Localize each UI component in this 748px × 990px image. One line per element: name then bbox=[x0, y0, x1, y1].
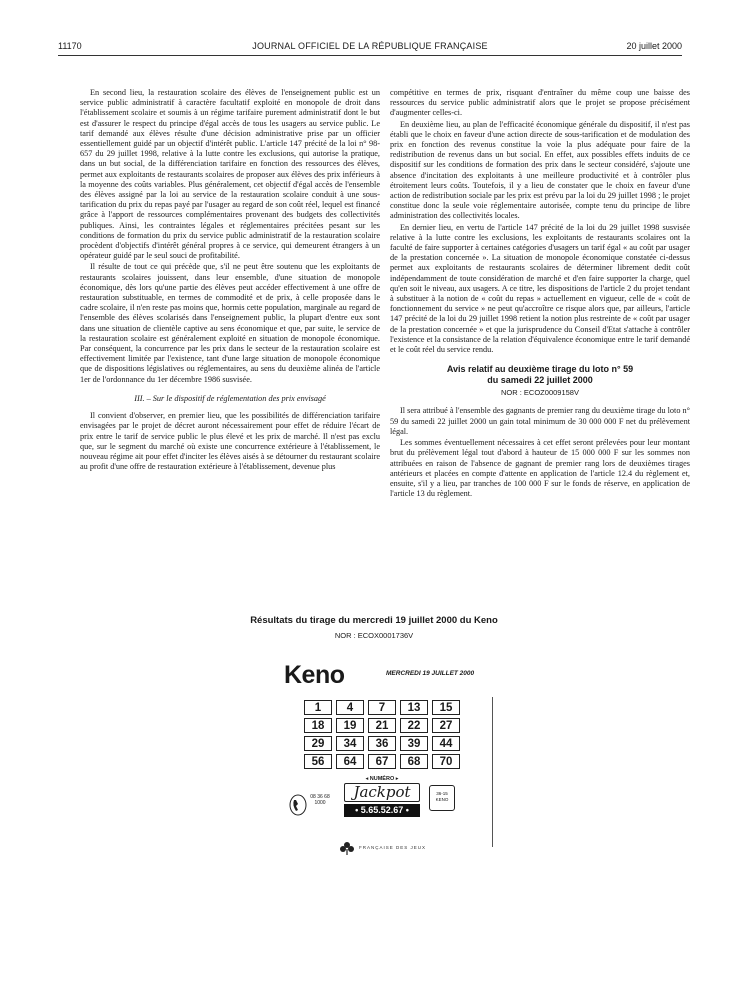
keno-draw-date: MERCREDI 19 JUILLET 2000 bbox=[386, 670, 475, 677]
jackpot-block bbox=[344, 776, 420, 820]
keno-number: 56 bbox=[304, 754, 332, 769]
phone-number: 08 36 68 1000 bbox=[310, 794, 330, 806]
minitel-box: 36-15 KENO bbox=[429, 785, 455, 811]
avis-nor: NOR : ECOZ0009158V bbox=[501, 388, 579, 398]
keno-number-grid bbox=[304, 700, 460, 769]
page-number: 11170 bbox=[58, 41, 82, 51]
keno-number: 15 bbox=[432, 700, 460, 715]
keno-number: 4 bbox=[336, 700, 364, 715]
keno-number: 68 bbox=[400, 754, 428, 769]
keno-number: 18 bbox=[304, 718, 332, 733]
ticket-divider bbox=[492, 697, 493, 847]
keno-number: 39 bbox=[400, 736, 428, 751]
keno-number: 13 bbox=[400, 700, 428, 715]
phone-icon bbox=[289, 794, 307, 816]
keno-logo: Keno bbox=[284, 661, 345, 689]
avis-title-line1: Avis relatif au deuxième tirage du loto n° 59 bbox=[446, 364, 634, 375]
keno-number: 34 bbox=[336, 736, 364, 751]
results-nor: NOR : ECOX0001736V bbox=[334, 631, 414, 640]
avis-title-line2: du samedi 22 juillet 2000 bbox=[487, 375, 593, 386]
paragraph: Les sommes éventuellement nécessaires à cet effet seront prélevées pour leur montant brut du prélèvement légal tout d'abord à hauteur de 15 000 000 F sur les sommes non attribuées en raison de l'absence de gagnant de premier rang lors de deuxièmes tirages antérieurs et placées en compte d'attente en application de l'article 12.4 du règlement et, ensuite, s'il y a lieu, par tranches de 100 000 F sur le fonds de réserve, en application de l'article 13 du règlement. bbox=[390, 438, 690, 499]
keno-number: 64 bbox=[336, 754, 364, 769]
avis-title bbox=[390, 364, 690, 386]
paragraph: Il résulte de tout ce qui précède que, s'il ne peut être soutenu que les exploitants de restaurants scolaires jouissent, dans leur ensemble, d'une situation de monopole économique, dès lors qu'une partie des élèves peut accéder effectivement à une offre de restauration substituable, en termes de commodité et de prix, à celle proposée dans le cadre scolaire, il n'en reste pas moins que, hormis cette population, marginale au regard de l'ensemble des élèves scolarisés dans l'enseignement public, la plupart d'entre eux sont dans une situation de clientèle captive au sens économique et que, par suite, le service de la restauration scolaire est généralement exploité en situation de monopole économique. Par conséquent, la concurrence par les prix dans le secteur de la restauration scolaire est effectivement limitée par l'existence, tant d'une large situation de monopole économique que de dispositions législatives ou réglementaires, au sens du deuxième alinéa de l'article 1er de l'ordonnance du 1er décembre 1986 susvisée. bbox=[80, 262, 380, 384]
keno-number: 70 bbox=[432, 754, 460, 769]
jackpot-label: ◂ NUMÉRO ▸ bbox=[365, 776, 399, 782]
keno-number: 19 bbox=[336, 718, 364, 733]
keno-number: 36 bbox=[368, 736, 396, 751]
keno-number: 1 bbox=[304, 700, 332, 715]
keno-number: 44 bbox=[432, 736, 460, 751]
keno-number: 67 bbox=[368, 754, 396, 769]
paragraph: Il convient d'observer, en premier lieu, que les possibilités de différenciation tarifaire envisagées par le projet de décret auront nécessairement pour effet de réduire l'écart de prix entre le tarif de service public le plus élevé et les prix de marché. Il n'est pas exclu que, sur le segment du marché où existe une concurrence extérieure à l'établissement, le nouveau régime ait pour effet d'inciter les élèves aisés à se détourner du restaurant scolaire au profit d'une offre de restauration extérieure à l'établissement, devenue plus bbox=[80, 411, 380, 472]
clover-icon bbox=[339, 841, 355, 855]
paragraph: compétitive en termes de prix, risquant d'entraîner du même coup une baisse des ressources du service public administratif alors que le projet se propose précisément d'augmenter celles-ci. bbox=[390, 88, 690, 118]
jackpot-word: Jackpot bbox=[344, 783, 420, 802]
publisher-name: FRANÇAISE DES JEUX bbox=[359, 845, 427, 850]
right-column bbox=[390, 88, 690, 499]
section-heading-iii: III. – Sur le dispositif de réglementation des prix envisagé bbox=[134, 393, 326, 403]
paragraph: Il sera attribué à l'ensemble des gagnants de premier rang du deuxième tirage du loto n° 59 du samedi 22 juillet 2000 un gain total minimum de 30 000 000 F net du prélèvement légal. bbox=[390, 406, 690, 436]
left-column bbox=[80, 88, 380, 472]
journal-title: JOURNAL OFFICIEL DE LA RÉPUBLIQUE FRANÇAISE bbox=[252, 41, 488, 51]
issue-date: 20 juillet 2000 bbox=[626, 41, 682, 51]
results-title: Résultats du tirage du mercredi 19 juillet 2000 du Keno bbox=[250, 615, 498, 626]
keno-number: 7 bbox=[368, 700, 396, 715]
paragraph: En second lieu, la restauration scolaire des élèves de l'enseignement public est un service public administratif à caractère facultatif exploité en monopole de droit dans l'établissement scolaire et soumis à un régime tarifaire purement administratif dont le but est d'assurer le respect du principe d'égal accès de tous les usagers au service public. Le tarif demandé aux élèves résulte d'une décision administrative prise par un officier essentiellement guidé par un objectif d'intérêt public. L'article 147 précité de la loi n° 98-657 du 29 juillet 1998, relative à la lutte contre les exclusions, qui autorise la pratique, dans un but social, de la différenciation tarifaire en fonction des ressources des élèves, permet aux exploitants de restaurants scolaires de proposer aux élèves des prix inférieurs à la moyenne des coûts variables. Plus généralement, cet objectif d'égal accès de l'ensemble des élèves assigné par la loi au service de la restauration scolaire conduit à une sous-tarification du prix du repas payé par l'usager au regard de son coût réel, lequel est financé grâce à l'apport de ressources complémentaires provenant des budgets des collectivités publiques. Ainsi, les contraintes légales et réglementaires précitées pesant sur les conditions de formation du prix du service public administratif de la restauration scolaire procèdent d'objectifs d'intérêt général propres à ce service, qui demeurent étrangers à un opérateur guidé par le seul souci de profitabilité. bbox=[80, 88, 380, 261]
keno-number: 21 bbox=[368, 718, 396, 733]
keno-number: 29 bbox=[304, 736, 332, 751]
phone-block bbox=[289, 792, 335, 822]
keno-number: 27 bbox=[432, 718, 460, 733]
header-rule bbox=[58, 55, 682, 56]
paragraph: En dernier lieu, en vertu de l'article 147 précité de la loi du 29 juillet 1998 susvisée relative à la lutte contre les exclusions, les exploitants de restaurants scolaires ont la faculté de faire supporter à certaines catégories d'usagers un tarif égal « au coût par usager de la prestation concernée ». La situation de monopole économique constatée ci-dessus permet aux exploitants de restaurants scolaires de déterminer librement dedit coût indépendamment de toute considération de marché et d'en faire supporter la charge, quel qu'en soit le niveau, aux usagers. A ce titre, les dispositions de l'article 2 du projet tendant à substituer à la notion de « coût du repas » actuellement en vigueur, celle de « coût de fonctionnement du service » ne peut qu'accroître ce risque alors que, par ailleurs, l'article 147 précité de la loi du 29 juillet 1998 retient la notion plus restreinte de « coût par usager de la prestation concernée » et que la jurisprudence du Conseil d'Etat s'attache à contrôler l'existence et la consistance de la relation d'équivalence économique entre le tarif demandé et le coût réel du service rendu. bbox=[390, 222, 690, 355]
fdj-logo bbox=[339, 841, 459, 855]
keno-number: 22 bbox=[400, 718, 428, 733]
paragraph: En deuxième lieu, au plan de l'efficacité économique générale du dispositif, il n'est pas établi que le choix en faveur d'une action directe de sous-tarification et de modulation des prix en fonction des revenus constitue la voie la plus adéquate pour faire de la redistribution de revenus dans un but social. En effet, aux possibles effets induits de ce dispositif sur les conditions de formation des prix dans le secteur considéré, s'ajoute une absence d'incitation des exploitants à une meilleure productivité et à contrôler plus étroitement leurs coûts. Toutefois, il y a lieu de constater que le choix en faveur d'une action de redistribution sociale par les prix est prévu par la loi du 29 juillet 1998 ; le projet constitue donc la seule voie réglementaire autorisée, compte tenu du principe de libre administration des collectivités locales. bbox=[390, 119, 690, 221]
page-header bbox=[58, 41, 682, 55]
keno-ticket bbox=[282, 655, 496, 865]
jackpot-number: • 5.65.52.67 • bbox=[344, 804, 420, 817]
